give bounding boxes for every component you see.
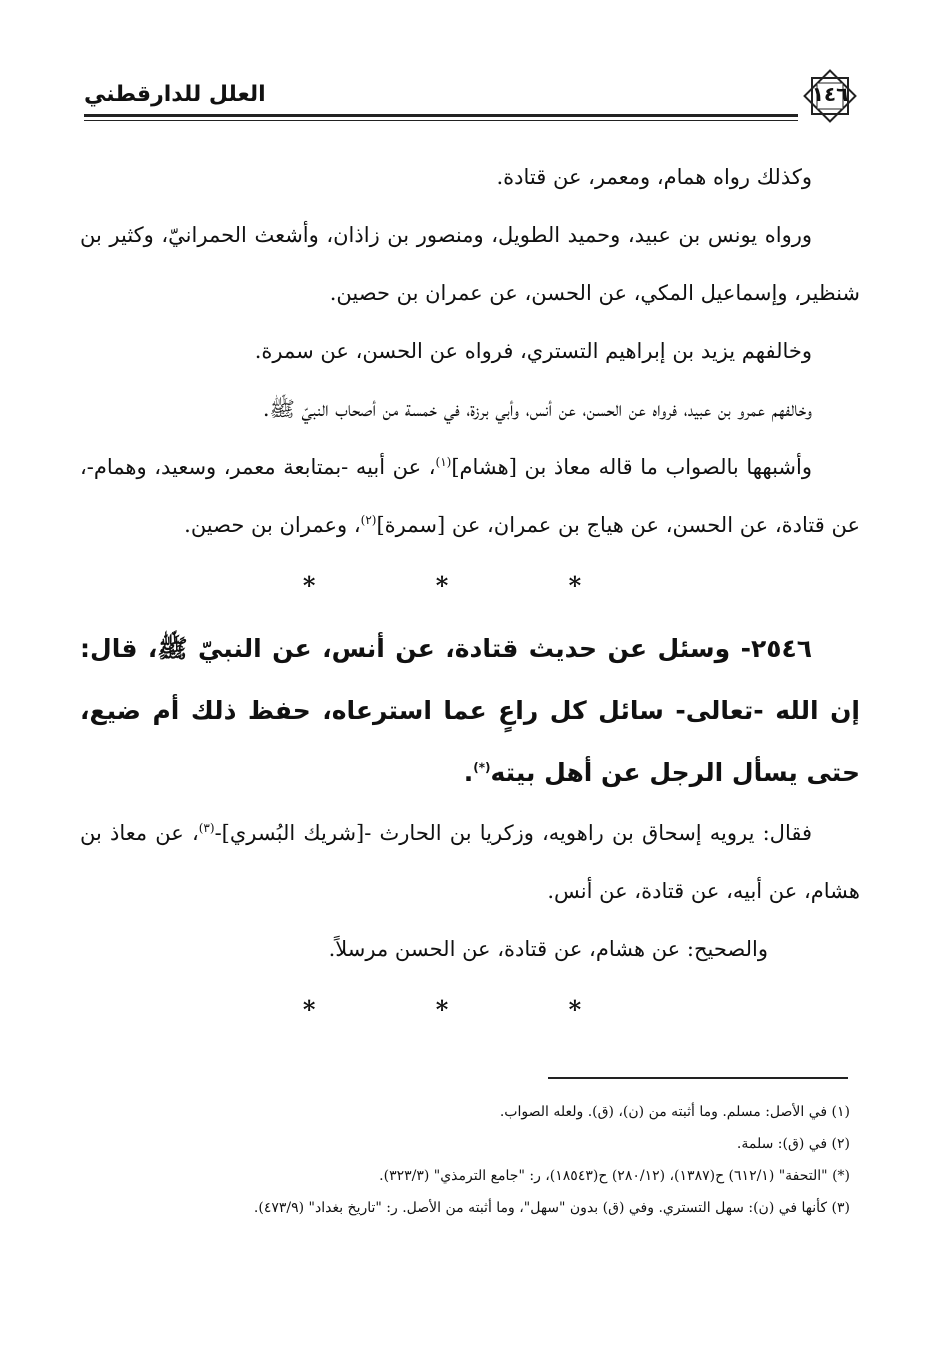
header-rule-thin [84, 120, 798, 121]
footnotes [80, 1096, 850, 1224]
section-divider: * * * [302, 571, 638, 600]
footnote-ref-1: (١) [435, 455, 452, 469]
paragraph-6 [80, 804, 860, 920]
footnote-2: (٢) في (ق): سلمة. [736, 1136, 850, 1152]
footnote-ref-3: (٣) [198, 821, 215, 835]
page-number: ١٤٦ [811, 82, 849, 106]
paragraph-5-text-c: ، وعمران بن حصين. [184, 513, 361, 537]
footnote-ref-star: (*) [473, 760, 491, 775]
footnote-star: (*) "التحفة" (٦١٢/١) ح(١٣٨٧)، (٢٨٠/١٢) ح(١٨٥٤٣)، ر: "جامع الترمذي" (٣٢٣/٣). [379, 1168, 850, 1184]
paragraph-2: ورواه يونس بن عبيد، وحميد الطويل، ومنصور بن زاذان، وأشعث الحمرانيّ، وكثير بن شنظير، وإسماعيل المكي، عن الحسن، عن عمران بن حصين. [80, 223, 860, 305]
question-text: ٢٥٤٦- وسئل عن حديث قتادة، عن أنس، عن النبيّ ﷺ، قال: إن الله -تعالى- سائل كل راعٍ عما استرعاه، حفظ ذلك أم ضيع، حتى يسأل الرجل عن أهل بيته [80, 634, 860, 787]
footnote-ref-2: (٢) [360, 513, 377, 527]
footnote-1: (١) في الأصل: مسلم. وما أثبته من (ن)، (ق). ولعله الصواب. [499, 1104, 850, 1120]
question-end: . [463, 758, 474, 787]
running-title: العلل للدارقطني [84, 82, 266, 107]
footnote-rule [548, 1077, 848, 1079]
page-number-badge [800, 66, 860, 126]
paragraph-6-text-b: ، عن معاذ بن هشام، عن أبيه، عن قتادة، عن أنس. [80, 821, 860, 903]
paragraph-5 [80, 438, 860, 554]
paragraph-6-text-a: فقال: يرويه إسحاق بن راهويه، وزكريا بن الحارث -[شريك البُسري]- [214, 821, 813, 845]
header-rule-thick [84, 114, 798, 117]
question-2546 [80, 618, 860, 804]
paragraph-1: وكذلك رواه همام، ومعمر، عن قتادة. [496, 165, 812, 189]
paragraph-4: وخالفهم عمرو بن عبيد، فرواه عن الحسن، عن أنس، وأبي برزة، في خمسة من أصحاب النبيّ ﷺ. [262, 397, 812, 421]
section-divider-2: * * * [302, 995, 638, 1024]
paragraph-7: والصحيح: عن هشام، عن قتادة، عن الحسن مرسلاً. [328, 937, 768, 961]
paragraph-5-text-b: ، عن أبيه -بمتابعة معمر، وسعيد، وهمام-، عن قتادة، عن الحسن، عن هياج بن عمران، عن [سمرة] [80, 455, 860, 537]
footnote-3: (٣) كأنها في (ن): سهل التستري. وفي (ق) بدون "سهل"، وما أثبته من الأصل. ر: "تاريخ بغداد" (٤٧٣/٩). [253, 1200, 850, 1216]
main-text [80, 148, 860, 1042]
paragraph-3: وخالفهم يزيد بن إبراهيم التستري، فرواه عن الحسن، عن سمرة. [254, 339, 812, 363]
page-header [84, 64, 860, 128]
paragraph-5-text-a: وأشبهها بالصواب ما قاله معاذ بن [هشام] [451, 455, 812, 479]
